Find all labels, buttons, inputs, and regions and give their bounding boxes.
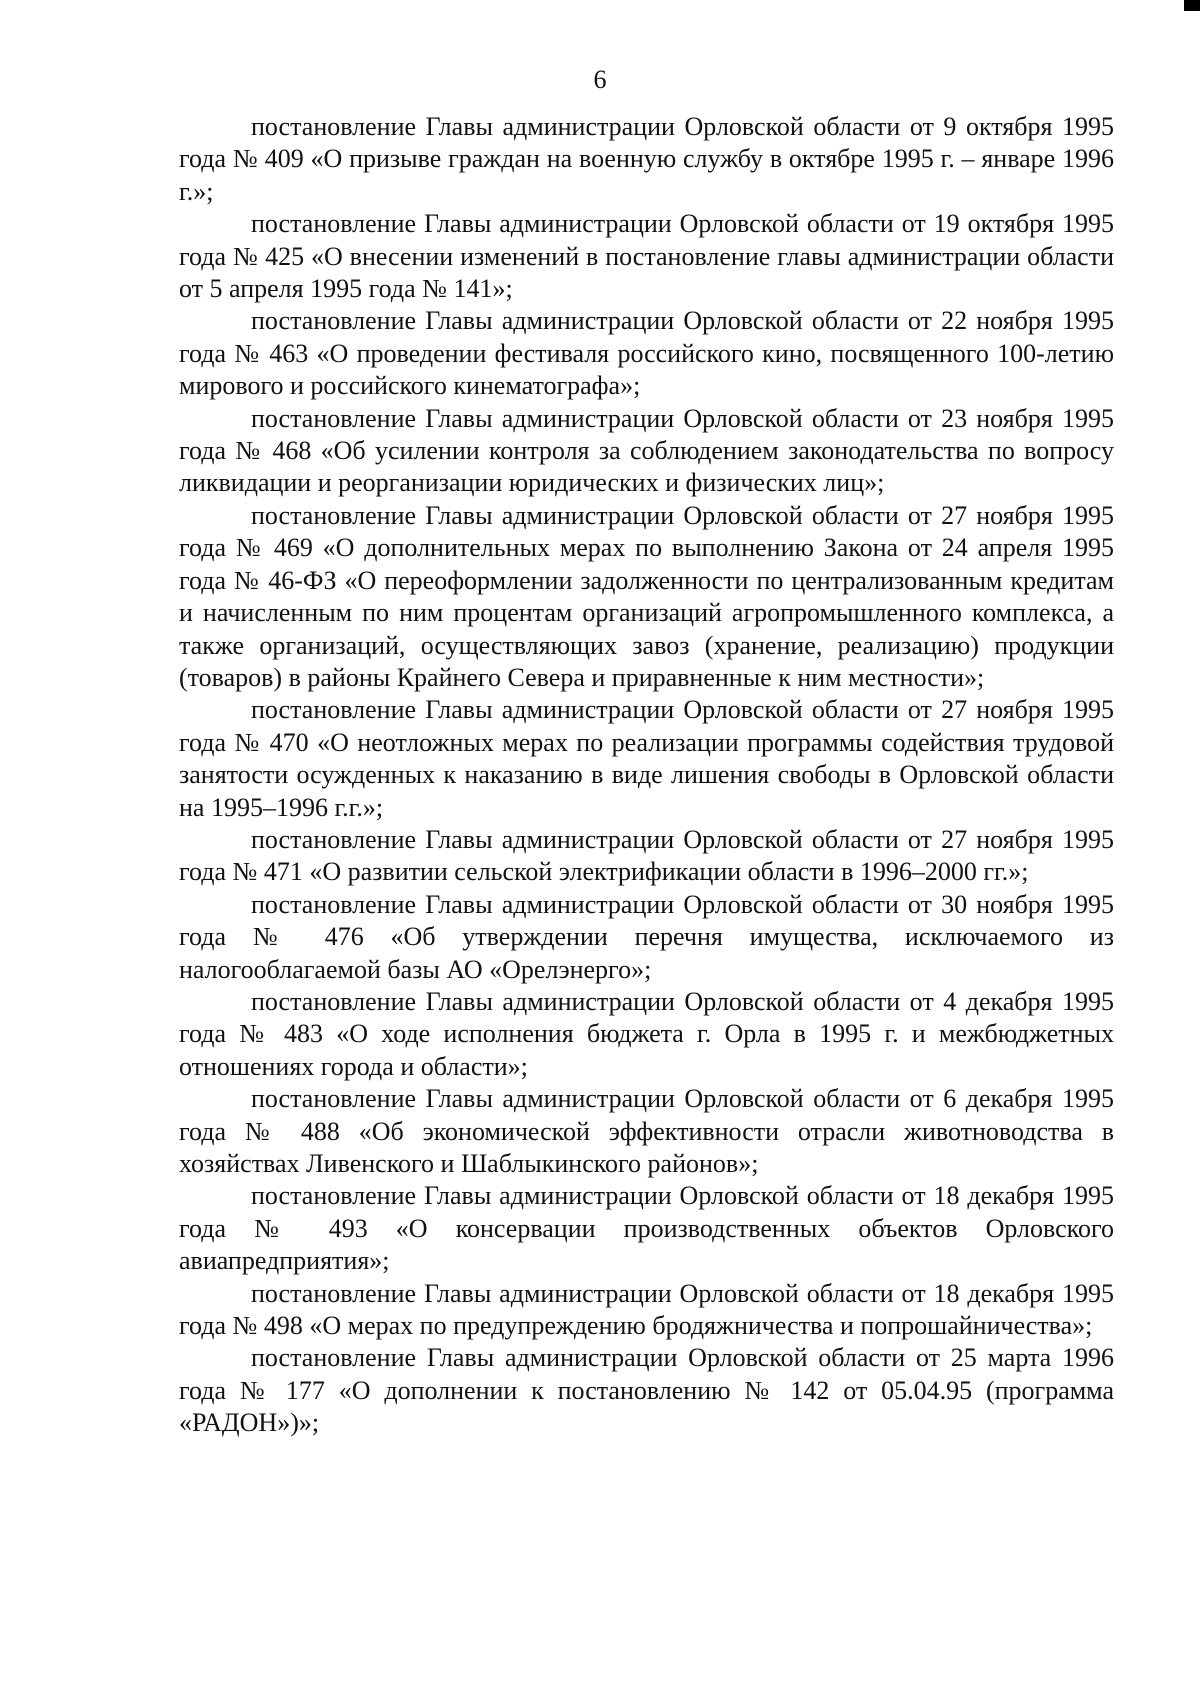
list-item: постановление Главы администрации Орловской области от 18 декабря 1995 года № 493 «О консервации производственных объектов Орловского авиапредприятия»; (179, 1181, 1114, 1276)
list-item: постановление Главы администрации Орловской области от 18 декабря 1995 года № 498 «О мерах по предупреждению бродяжничества и попрошайничества»; (179, 1278, 1114, 1341)
list-item: постановление Главы администрации Орловской области от 27 ноября 1995 года № 471 «О развитии сельской электрификации области в 1996–2000 гг.»; (179, 824, 1114, 887)
document-body (179, 111, 1114, 1440)
page-number: 6 (593, 65, 607, 94)
list-item: постановление Главы администрации Орловской области от 25 марта 1996 года № 177 «О дополнении к постановлению № 142 от 05.04.95 (программа «РАДОН»)»; (179, 1343, 1114, 1438)
list-item: постановление Главы администрации Орловской области от 27 ноября 1995 года № 469 «О дополнительных мерах по выполнению Закона от 24 апреля 1995 года № 46-ФЗ «О переоформлении задолженности по централизованным кредитам и начисленным по ним процентам организаций агропромышленного комплекса, а также организаций, осуществляющих завоз (хранение, реализацию) продукции (товаров) в районы Крайнего Севера и приравненные к ним местности»; (179, 500, 1114, 692)
list-item: постановление Главы администрации Орловской области от 6 декабря 1995 года № 488 «Об экономической эффективности отрасли животноводства в хозяйствах Ливенского и Шаблыкинского районов»; (179, 1084, 1114, 1178)
list-item: постановление Главы администрации Орловской области от 30 ноября 1995 года № 476 «Об утверждении перечня имущества, исключаемого из налогооблагаемой базы АО «Орелэнерго»; (179, 889, 1114, 984)
list-item: постановление Главы администрации Орловской области от 4 декабря 1995 года № 483 «О ходе исполнения бюджета г. Орла в 1995 г. и межбюджетных отношениях города и области»; (179, 986, 1114, 1081)
scan-corner-mark (1184, 0, 1200, 11)
list-item: постановление Главы администрации Орловской области от 27 ноября 1995 года № 470 «О неотложных мерах по реализации программы содействия трудовой занятости осужденных к наказанию в виде лишения свободы в Орловской области на 1995–1996 г.г.»; (179, 695, 1114, 822)
list-item: постановление Главы администрации Орловской области от 9 октября 1995 года № 409 «О призыве граждан на военную службу в октябре 1995 г. – январе 1996 г.»; (179, 112, 1114, 206)
list-item: постановление Главы администрации Орловской области от 23 ноября 1995 года № 468 «Об усилении контроля за соблюдением законодательства по вопросу ликвидации и реорганизации юридических и физических лиц»; (179, 403, 1114, 498)
list-item: постановление Главы администрации Орловской области от 19 октября 1995 года № 425 «О внесении изменений в постановление главы администрации области от 5 апреля 1995 года № 141»; (179, 209, 1114, 304)
list-item: постановление Главы администрации Орловской области от 22 ноября 1995 года № 463 «О проведении фестиваля российского кино, посвященного 100-летию мирового и российского кинематографа»; (179, 306, 1114, 401)
